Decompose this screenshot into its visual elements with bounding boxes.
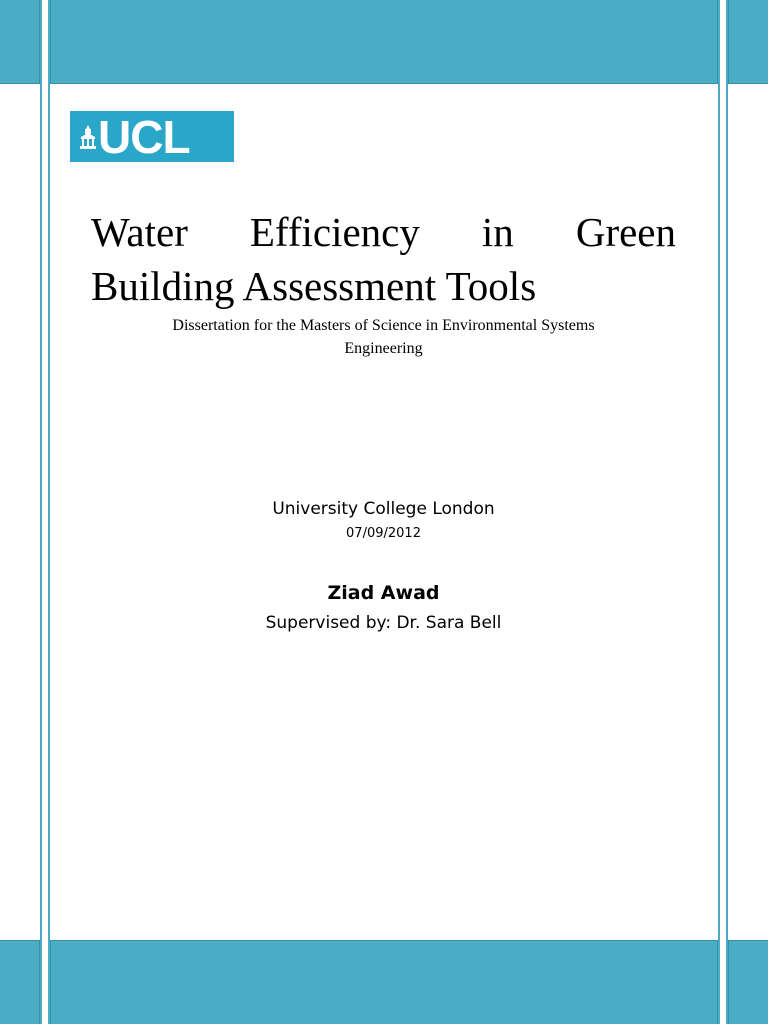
title-line-2: Building Assessment Tools [91, 263, 537, 309]
bottom-band-right [728, 940, 768, 1024]
frame-line-right-outer [726, 0, 728, 1024]
document-title [91, 205, 676, 313]
bottom-band-center [50, 940, 718, 1024]
top-band-center [50, 0, 718, 84]
supervisor-line: Supervised by: Dr. Sara Bell [265, 613, 502, 633]
bottom-band-left [0, 940, 40, 1024]
top-band-left [0, 0, 40, 84]
subtitle-line-1: Dissertation for the Masters of Science in Environmental Systems [172, 317, 595, 334]
ucl-portico-icon [80, 125, 96, 149]
ucl-logo [70, 111, 234, 162]
top-band-right [728, 0, 768, 84]
ucl-logo-text: UCL [98, 111, 190, 163]
frame-line-right-inner [718, 0, 720, 1024]
author-name: Ziad Awad [327, 582, 440, 604]
frame-line-left-outer [40, 0, 42, 1024]
document-subtitle [91, 314, 676, 360]
title-line-1: Water Efficiency in Green [91, 209, 676, 255]
submission-date: 07/09/2012 [346, 526, 421, 541]
subtitle-line-2: Engineering [344, 340, 423, 357]
university-name: University College London [272, 499, 495, 519]
